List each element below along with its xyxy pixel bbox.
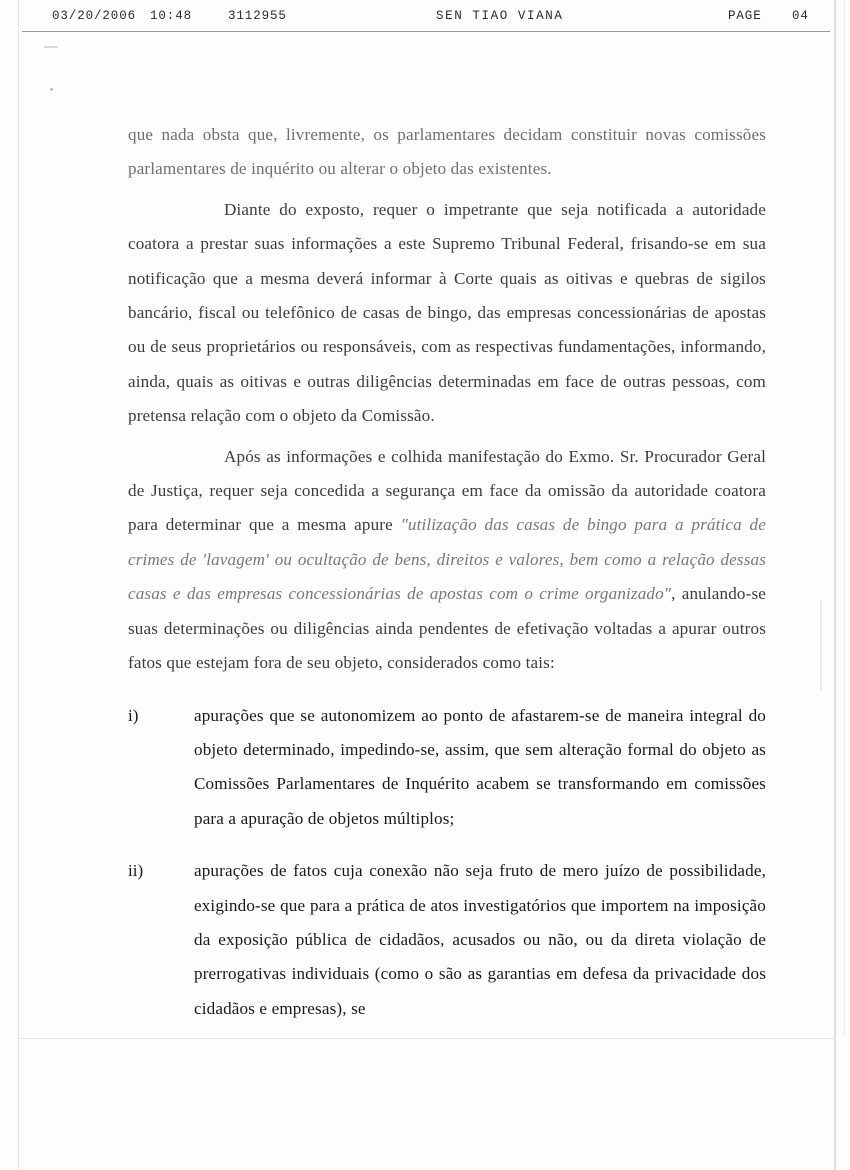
- fax-header-line: [52, 9, 810, 25]
- paragraph-italic-quote: "utilização das casas de bingo para a prática de crimes de 'lavagem' ou ocultação de bens, direitos e valores, bem como a relação dessas casas e das empresas concessionárias de apostas com o crime organizado": [128, 515, 766, 604]
- list-item-marker: ii): [128, 861, 144, 881]
- list-item-text: apurações que se autonomizem ao ponto de afastarem-se de maneira integral do objeto determinado, impedindo-se, assim, que sem alteração formal do objeto as Comissões Parlamentares de Inquérito acabem se transformando em comissões para a apuração de objetos múltiplos;: [194, 705, 766, 828]
- paragraph-continuation: que nada obsta que, livremente, os parlamentares decidam constituir novas comissões parlamentares de inquérito ou alterar o objeto das existentes.: [128, 125, 766, 179]
- scan-speck: [44, 46, 58, 48]
- paragraph-security-request: [128, 440, 766, 681]
- page-edge-artifact-left: [18, 0, 19, 1170]
- list-item-text: apurações de fatos cuja conexão não seja fruto de mero juízo de possibilidade, exigindo-se que para a prática de atos investigatórios que importem na imposição da exposição pública de cidadãos, acusados ou não, ou da direta violação de prerrogativas individuais (como o são as garantias em defesa da privacidade dos cidadãos e empresas), se: [194, 861, 766, 1018]
- fax-sender-name: SEN TIAO VIANA: [436, 9, 564, 23]
- page-edge-artifact-right-inner: [844, 0, 845, 1035]
- scan-speck: [50, 88, 53, 91]
- fax-time: 10:48: [150, 9, 193, 23]
- list-item: [128, 854, 766, 1026]
- paragraph-text-after-quote: , anulando-se suas determinações ou diligências ainda pendentes de efetivação voltadas a apurar outros fatos que estejam fora de seu objeto, considerados como tais:: [128, 584, 766, 673]
- paragraph-text-before-quote: Após as informações e colhida manifestação do Exmo. Sr. Procurador Geral de Justiça, requer seja concedida a segurança em face da omissão da autoridade coatora para determinar que a mesma apure: [128, 446, 766, 535]
- fax-page-number: 04: [792, 9, 809, 23]
- page-edge-artifact-bottom: [18, 1038, 836, 1039]
- document-body: [128, 118, 766, 1026]
- list-item-marker: i): [128, 705, 139, 725]
- fax-page-label: PAGE: [728, 9, 762, 23]
- list-item: [128, 699, 766, 837]
- scan-speck: [820, 600, 822, 690]
- page-edge-artifact-right: [834, 0, 836, 1170]
- fax-date: 03/20/2006: [52, 9, 137, 23]
- paragraph-request: Diante do exposto, requer o impetrante que seja notificada a autoridade coatora a prestar suas informações a este Supremo Tribunal Federal, frisando-se em sua notificação que a mesma deverá informar à Corte quais as oitivas e quebras de sigilos bancário, fiscal ou telefônico de casas de bingo, das empresas concessionárias de apostas ou de seus proprietários ou responsáveis, com as respectivas fundamentações, informando, ainda, quais as oitivas e outras diligências determinadas em face de outras pessoas, com pretensa relação com o objeto da Comissão.: [128, 199, 766, 426]
- fax-number: 3112955: [228, 9, 287, 23]
- header-divider: [22, 31, 830, 32]
